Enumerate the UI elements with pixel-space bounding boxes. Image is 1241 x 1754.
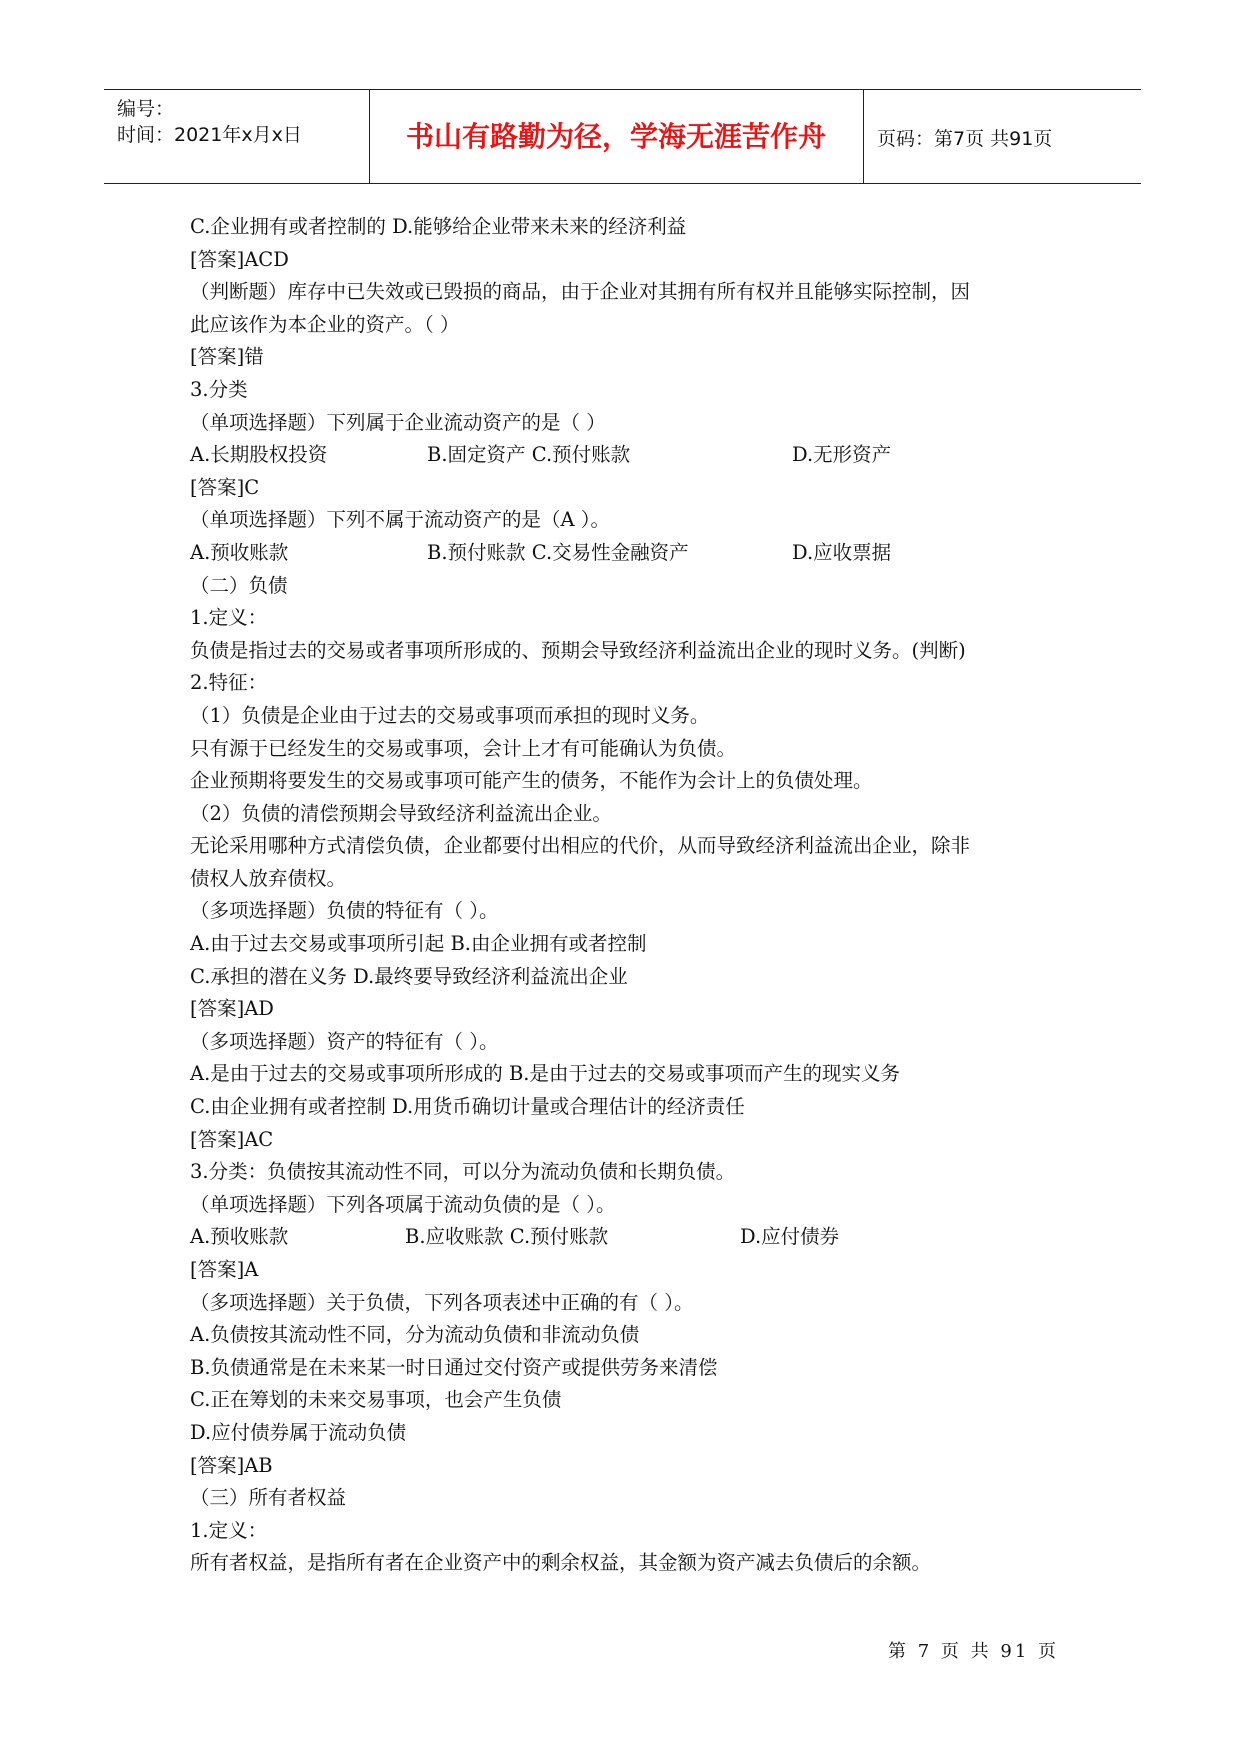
- option-d: D.应付债券: [740, 1225, 840, 1249]
- question-line: 此应该作为本企业的资产。（ ）: [190, 312, 460, 336]
- subheading: 2.特征：: [190, 671, 268, 695]
- question-line: （多项选择题）负债的特征有（ ）。: [190, 899, 499, 923]
- text-line: 所有者权益，是指所有者在企业资产中的剩余权益，其金额为资产减去负债后的余额。: [190, 1551, 932, 1575]
- section-heading: （二）负债: [190, 573, 288, 597]
- option-row: C.由企业拥有或者控制 D.用货币确切计量或合理估计的经济责任: [190, 1095, 745, 1119]
- option-row: C.承担的潜在义务 D.最终要导致经济利益流出企业: [190, 964, 628, 988]
- option-row: C.正在筹划的未来交易事项，也会产生负债: [190, 1388, 562, 1412]
- answer-line: [答案]ACD: [190, 247, 289, 271]
- question-line: （判断题）库存中已失效或已毁损的商品，由于企业对其拥有所有权并且能够实际控制，因: [190, 280, 971, 304]
- answer-line: [答案]AC: [190, 1127, 274, 1151]
- option-row: B.负债通常是在未来某一时日通过交付资产或提供劳务来清偿: [190, 1355, 718, 1379]
- option-a: A.预收账款: [190, 1225, 289, 1249]
- option-d: D.无形资产: [792, 443, 892, 467]
- option-row: D.应付债券属于流动负债: [190, 1420, 407, 1444]
- header-motto-cell: [369, 90, 864, 183]
- section-heading: 3.分类: [190, 377, 248, 401]
- header-meta-cell: [104, 90, 370, 183]
- option-row: A.是由于过去的交易或事项所形成的 B.是由于过去的交易或事项而产生的现实义务: [190, 1062, 901, 1086]
- option-a: A.长期股权投资: [190, 443, 328, 467]
- option-a: A.预收账款: [190, 540, 289, 564]
- text-line: 只有源于已经发生的交易或事项，会计上才有可能确认为负债。: [190, 736, 737, 760]
- header-page-cell: [863, 90, 1141, 183]
- section-heading: （三）所有者权益: [190, 1486, 347, 1510]
- question-line: （单项选择题）下列属于企业流动资产的是（ ）: [190, 410, 606, 434]
- answer-line: [答案]错: [190, 345, 264, 369]
- text-line: 债权人放弃债权。: [190, 866, 347, 890]
- answer-line: [答案]AD: [190, 997, 274, 1021]
- option-bc: B.固定资产 C.预付账款: [427, 443, 631, 467]
- question-line: （多项选择题）关于负债，下列各项表述中正确的有（ ）。: [190, 1290, 694, 1314]
- answer-line: [答案]A: [190, 1258, 259, 1281]
- subheading: 1.定义：: [190, 1518, 268, 1542]
- option-row: [190, 439, 1070, 472]
- option-row: A.负债按其流动性不同，分为流动负债和非流动负债: [190, 1323, 640, 1347]
- text-line: （1）负债是企业由于过去的交易或事项而承担的现时义务。: [190, 703, 710, 727]
- question-line: （多项选择题）资产的特征有（ ）。: [190, 1029, 499, 1053]
- time-label: 时间：2021年x月x日: [117, 124, 302, 146]
- option-row: A.由于过去交易或事项所引起 B.由企业拥有或者控制: [190, 932, 647, 956]
- text-line: 企业预期将要发生的交易或事项可能产生的债务，不能作为会计上的负债处理。: [190, 769, 873, 793]
- answer-line: [答案]AB: [190, 1453, 273, 1477]
- text-line: 无论采用哪种方式清偿负债，企业都要付出相应的代价，从而导致经济利益流出企业，除非: [190, 834, 971, 858]
- serial-number-label: 编号：: [117, 98, 175, 120]
- option-d: D.应收票据: [792, 540, 892, 564]
- answer-line: [答案]C: [190, 475, 260, 499]
- option-bc: B.应收账款 C.预付账款: [405, 1225, 609, 1249]
- option-row: [190, 1221, 1070, 1254]
- subheading: 3.分类：负债按其流动性不同，可以分为流动负债和长期负债。: [190, 1160, 736, 1184]
- question-line: （单项选择题）下列不属于流动资产的是（A ）。: [190, 508, 611, 532]
- page-code: 页码：第7页 共91页: [877, 128, 1053, 150]
- option-row: [190, 537, 1070, 570]
- text-line: 负债是指过去的交易或者事项所形成的、预期会导致经济利益流出企业的现时义务。(判断): [190, 638, 966, 662]
- motto: 书山有路勤为径，学海无涯苦作舟: [405, 120, 826, 153]
- question-line: （单项选择题）下列各项属于流动负债的是（ ）。: [190, 1192, 616, 1216]
- page-footer: 第 7 页 共 91 页: [888, 1641, 1059, 1662]
- document-body: [190, 211, 1070, 1580]
- page-header: [104, 89, 1141, 184]
- text-line: C.企业拥有或者控制的 D.能够给企业带来未来的经济利益: [190, 215, 687, 238]
- option-bc: B.预付账款 C.交易性金融资产: [427, 540, 689, 564]
- text-line: （2）负债的清偿预期会导致经济利益流出企业。: [190, 801, 612, 825]
- subheading: 1.定义：: [190, 606, 268, 630]
